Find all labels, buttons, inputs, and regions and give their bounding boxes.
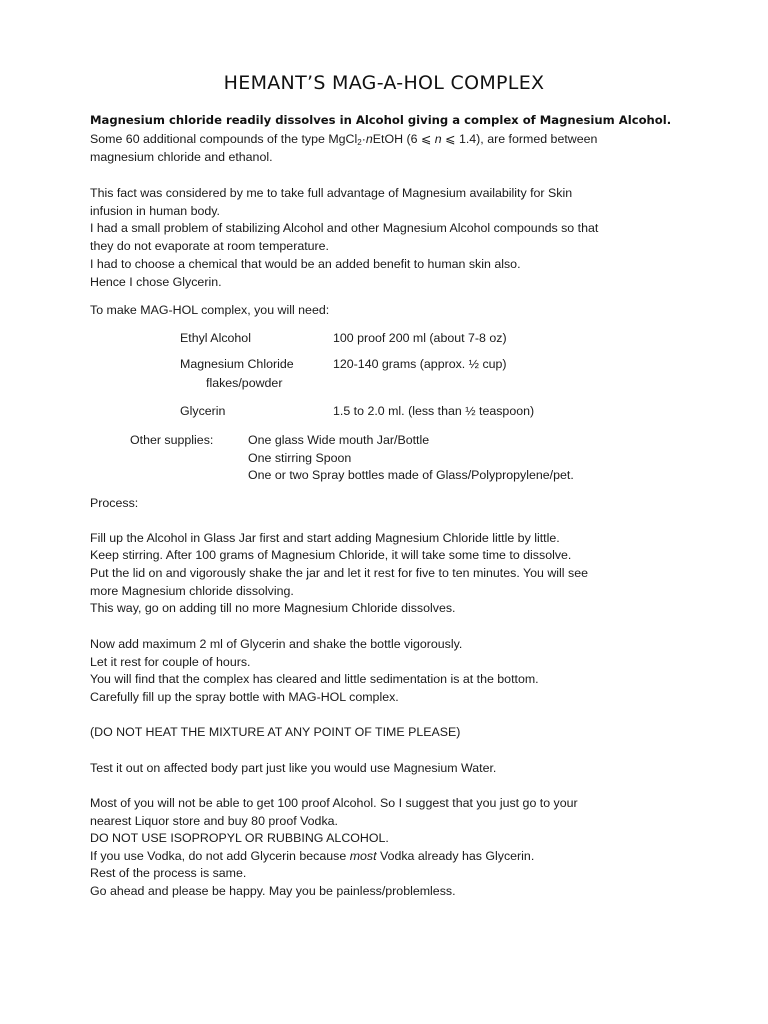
final-line: Most of you will not be able to get 100 proof Alcohol. So I suggest that you just go to your [90,796,578,810]
process-line: Let it rest for couple of hours. [90,655,251,669]
intro-formula-line: Some 60 additional compounds of the type MgCl$_2$·nEtOH (6 ⩽ n ⩽ 1.4), are formed between [90,132,598,147]
intro-bold-line: Magnesium chloride readily dissolves in Alcohol giving a complex of Magnesium Alcohol. [90,113,672,127]
process-line: Now add maximum 2 ml of Glycerin and shake the bottle vigorously. [90,637,463,651]
intro-line-2: magnesium chloride and ethanol. [90,150,273,164]
para1-line: I had a small problem of stabilizing Alcohol and other Magnesium Alcohol compounds so that [90,221,599,235]
final-line: DO NOT USE ISOPROPYL OR RUBBING ALCOHOL. [90,831,389,845]
ingredient-name-line2: flakes/powder [206,376,283,390]
need-heading: To make MAG-HOL complex, you will need: [90,303,330,317]
process-heading: Process: [90,496,139,510]
document-title: HEMANT’S MAG-A-HOL COMPLEX [223,72,545,94]
para1-line: they do not evaporate at room temperature. [90,239,330,253]
process-line: You will find that the complex has cleared and little sedimentation is at the bottom. [90,672,539,686]
ingredient-name: Magnesium Chloride [180,357,294,371]
ingredient-amount: 1.5 to 2.0 ml. (less than ½ teaspoon) [333,404,535,418]
final-line: Go ahead and please be happy. May you be painless/problemless. [90,884,456,898]
process-line: Put the lid on and vigorously shake the jar and let it rest for five to ten minutes. You will see [90,566,588,580]
other-supply-item: One or two Spray bottles made of Glass/Polypropylene/pet. [248,468,574,482]
para1-line: Hence I chose Glycerin. [90,275,222,289]
warning-line: (DO NOT HEAT THE MIXTURE AT ANY POINT OF TIME PLEASE) [90,725,461,739]
process-line: This way, go on adding till no more Magnesium Chloride dissolves. [90,601,456,615]
other-supply-item: One glass Wide mouth Jar/Bottle [248,433,430,447]
other-supplies-label: Other supplies: [130,433,214,447]
para1-line: I had to choose a chemical that would be an added benefit to human skin also. [90,257,521,271]
process-line: Fill up the Alcohol in Glass Jar first and start adding Magnesium Chloride little by little. [90,531,560,545]
ingredient-amount: 120-140 grams (approx. ½ cup) [333,357,507,371]
ingredient-amount: 100 proof 200 ml (about 7-8 oz) [333,331,507,345]
test-line: Test it out on affected body part just like you would use Magnesium Water. [90,761,497,775]
para1-line: This fact was considered by me to take full advantage of Magnesium availability for Skin [90,186,573,200]
process-line: more Magnesium chloride dissolving. [90,584,294,598]
final-line: nearest Liquor store and buy 80 proof Vodka. [90,814,338,828]
vodka-line: If you use Vodka, do not add Glycerin because most Vodka already has Glycerin. [90,849,535,863]
para1-line: infusion in human body. [90,204,220,218]
other-supply-item: One stirring Spoon [248,451,352,465]
process-line: Keep stirring. After 100 grams of Magnesium Chloride, it will take some time to dissolve. [90,548,572,562]
ingredient-name: Ethyl Alcohol [180,331,251,345]
process-line: Carefully fill up the spray bottle with MAG-HOL complex. [90,690,399,704]
ingredient-name: Glycerin [180,404,226,418]
final-line: Rest of the process is same. [90,866,247,880]
